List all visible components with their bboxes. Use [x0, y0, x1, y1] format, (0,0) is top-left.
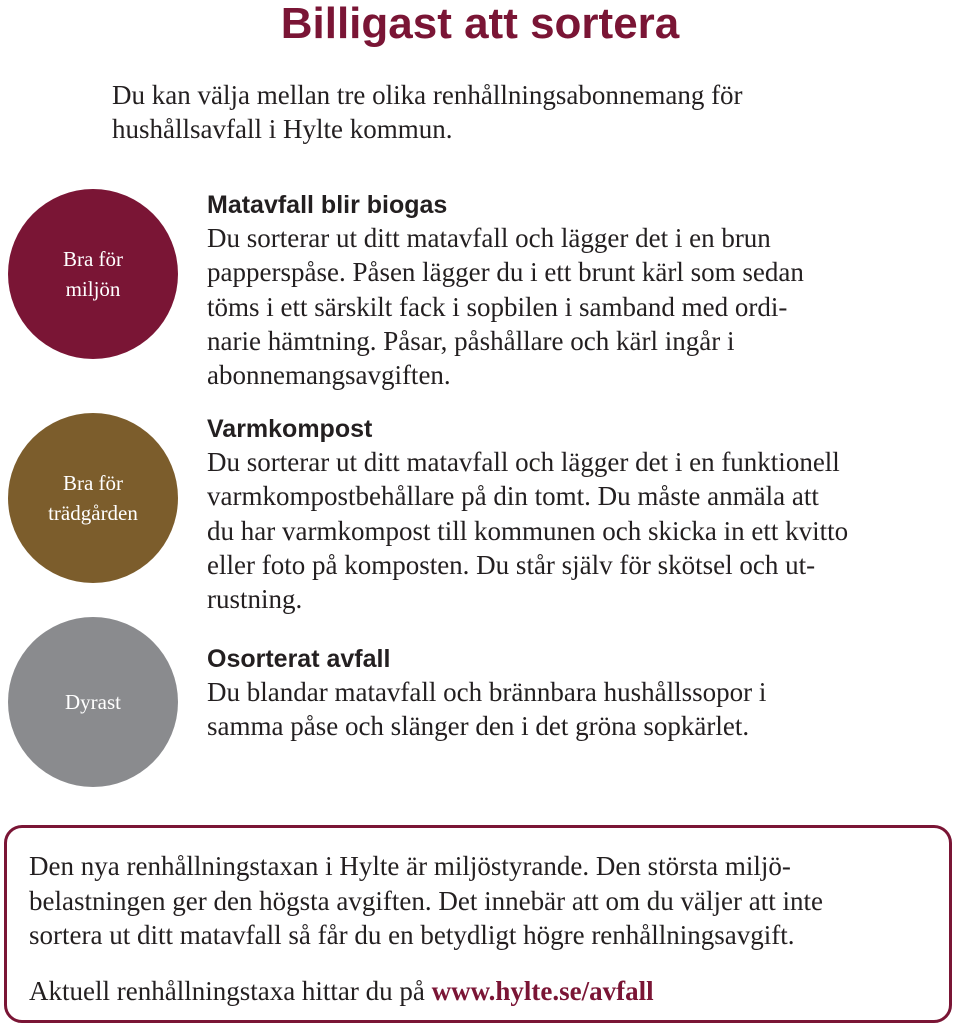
info-link-paragraph	[29, 974, 949, 1009]
info-line: Den nya renhållningstaxan i Hylte är miljöstyrande. Den största miljö-	[29, 851, 791, 881]
info-line: belastningen ger den högsta avgiften. Det innebär att om du väljer att inte	[29, 885, 823, 916]
intro-text	[112, 78, 892, 146]
section-unsorted-waste	[207, 643, 947, 744]
circle-badge-environment	[8, 189, 178, 359]
info-line: sortera ut ditt matavfall så får du en betydligt högre renhållningsavgift.	[29, 920, 795, 951]
body-line: samma påse och slänger den i det gröna sopkärlet.	[207, 711, 750, 742]
body-line: varmkompostbehållare på din tomt. Du måste anmäla att	[207, 481, 819, 512]
body-line: rustning.	[207, 584, 303, 615]
section-heading: Varmkompost	[207, 415, 373, 443]
link-prefix: Aktuell renhållningstaxa hittar du på	[29, 976, 432, 1006]
section-body	[207, 221, 947, 392]
intro-line: Du kan välja mellan tre olika renhållningsabonnemang för	[112, 80, 743, 110]
circle-label-line: Dyrast	[65, 690, 121, 714]
body-line: Du blandar matavfall och brännbara hushållssopor i	[207, 677, 767, 707]
section-heading: Matavfall blir biogas	[207, 191, 448, 219]
body-line: Du sorterar ut ditt matavfall och lägger det i en brun	[207, 223, 771, 253]
body-line: du har varmkompost till kommunen och skicka in ett kvitto	[207, 515, 849, 546]
website-link[interactable]: www.hylte.se/avfall	[431, 976, 654, 1006]
circle-label-line: miljön	[65, 277, 121, 301]
info-box	[4, 825, 952, 1023]
circle-label-line: Bra för	[62, 471, 124, 495]
section-body	[207, 445, 947, 616]
page-title: Billigast att sortera	[280, 0, 680, 48]
section-body	[207, 675, 947, 744]
circle-badge-garden	[8, 413, 178, 583]
body-line: töms i ett särskilt fack i sopbilen i samband med ordi-	[207, 291, 788, 322]
body-line: narie hämtning. Påsar, påshållare och kärl ingår i	[207, 325, 735, 356]
body-line: abonnemangsavgiften.	[207, 360, 451, 391]
intro-line: hushållsavfall i Hylte kommun.	[112, 114, 453, 144]
info-paragraph	[29, 849, 949, 953]
section-food-waste-biogas	[207, 189, 947, 392]
section-hot-compost	[207, 413, 947, 616]
circle-label-line: trädgården	[48, 501, 138, 525]
section-heading: Osorterat avfall	[207, 645, 391, 673]
body-line: papperspåse. Påsen lägger du i ett brunt kärl som sedan	[207, 257, 804, 288]
body-line: eller foto på komposten. Du står själv för skötsel och ut-	[207, 549, 816, 580]
body-line: Du sorterar ut ditt matavfall och lägger det i en funktionell	[207, 447, 840, 477]
circle-label-line: Bra för	[62, 247, 124, 271]
circle-badge-expensive	[8, 617, 178, 787]
